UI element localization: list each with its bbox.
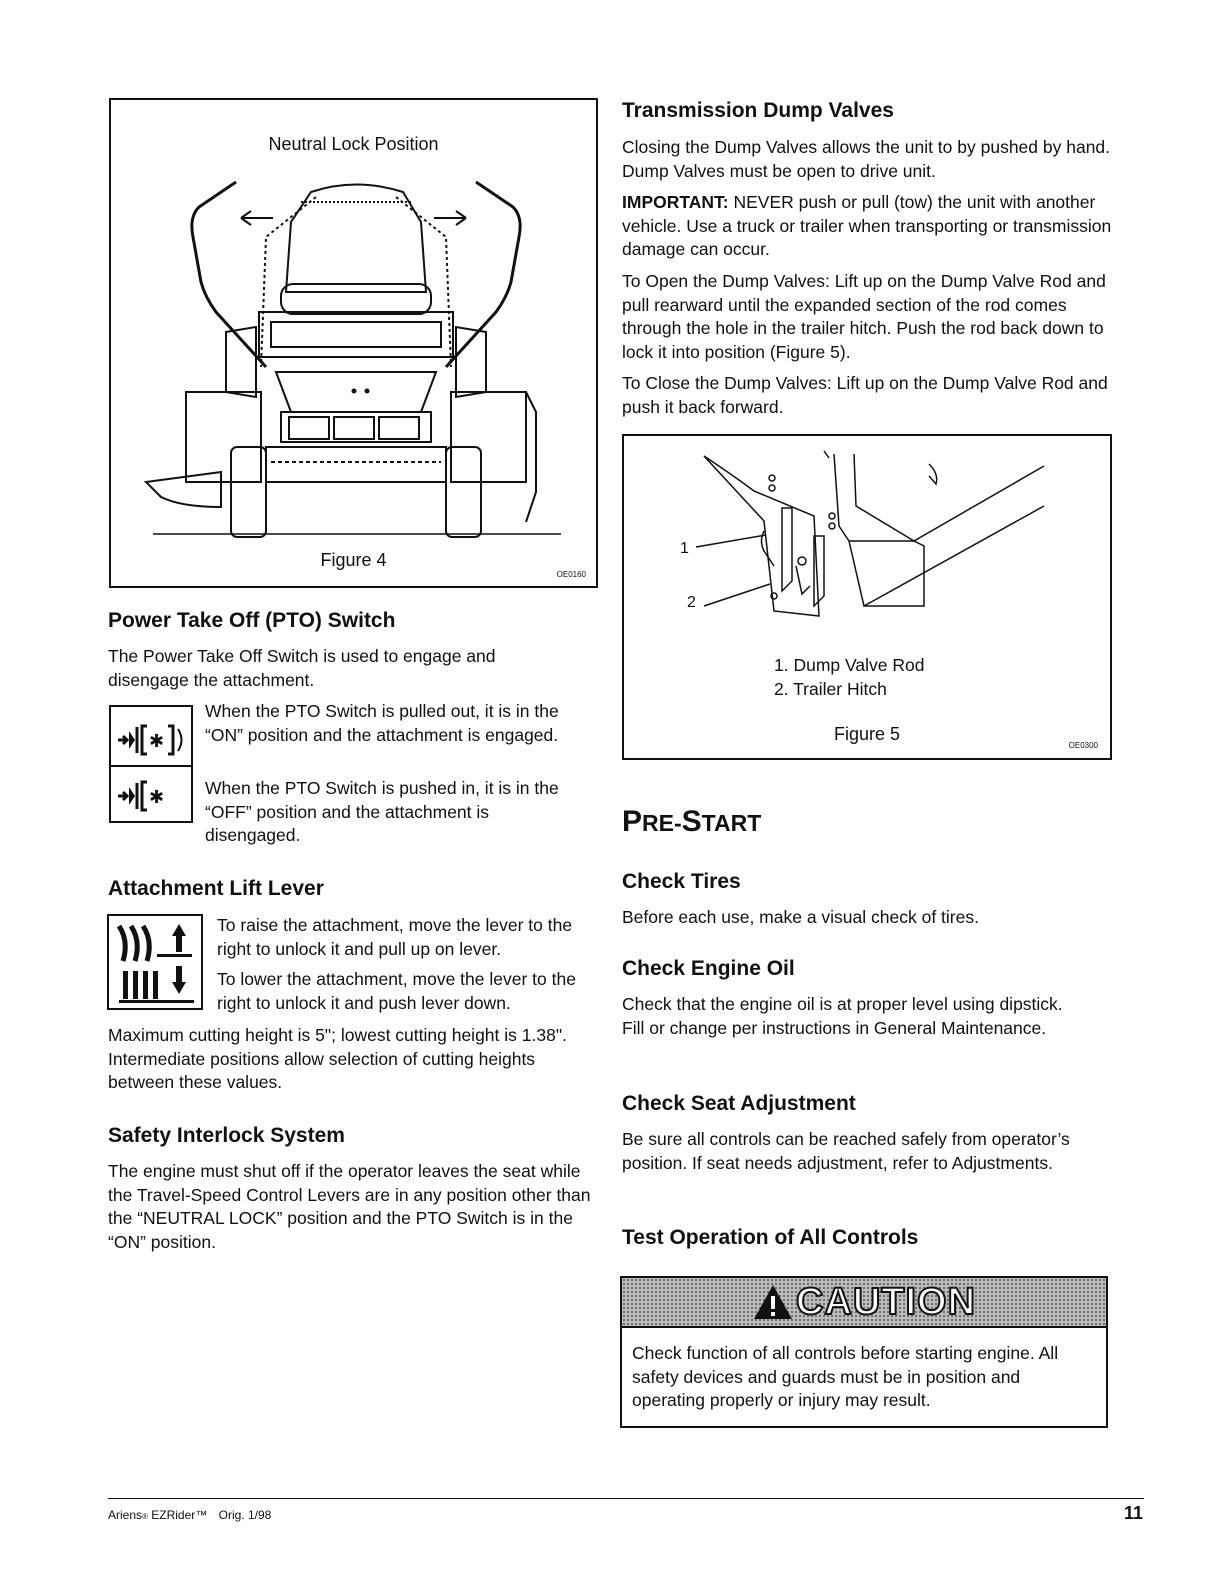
figure-5-legend-1: 1. Dump Valve Rod (774, 655, 925, 675)
lift-lever-icon (107, 914, 203, 1010)
seat-text: Be sure all controls can be reached safely from operator’s position. If seat needs adjustment, refer to Adjustments. (622, 1129, 1070, 1173)
pto-on-text: When the PTO Switch is pulled out, it is in the “ON” position and the attachment is engaged. (205, 701, 559, 745)
warning-triangle-icon (752, 1283, 794, 1321)
prestart-initial-1: P (622, 805, 643, 838)
important-label: IMPORTANT: (622, 192, 729, 212)
lift-lower-text: To lower the attachment, move the lever to the right to unlock it and push lever down. (217, 969, 576, 1013)
figure-5 (622, 434, 1112, 760)
figure-4-code: OE0160 (556, 570, 586, 579)
figure-4 (109, 98, 598, 588)
svg-text:✱: ✱ (149, 731, 165, 752)
important-text: NEVER push or pull (tow) the unit with another vehicle. Use a truck or trailer when transporting or transmission damage can occur. (622, 192, 1112, 259)
pto-intro: The Power Take Off Switch is used to engage and disengage the attachment. (108, 646, 496, 690)
footer-orig: Orig. 1/98 (218, 1508, 272, 1522)
figure-5-caption: Figure 5 (833, 724, 901, 744)
figure-5-code: OE0300 (1068, 741, 1098, 750)
figure-4-caption: Figure 4 (320, 550, 387, 570)
callout-2-leader (702, 576, 782, 616)
interlock-heading: Safety Interlock System (108, 1124, 345, 1147)
footer-brand: Ariens (108, 1508, 143, 1522)
oil-text: Check that the engine oil is at proper level using dipstick. Fill or change per instructions in General Maintenance. (622, 994, 1063, 1038)
dump-close-text: To Close the Dump Valves: Lift up on the Dump Valve Rod and push it back forward. (622, 373, 1108, 417)
prestart-rest-1: RE- (642, 810, 682, 836)
controls-heading: Test Operation of All Controls (622, 1226, 919, 1249)
pto-heading: Power Take Off (PTO) Switch (108, 609, 396, 632)
callout-1-leader (694, 531, 774, 561)
lift-heading: Attachment Lift Lever (108, 877, 324, 900)
figure-4-heading: Neutral Lock Position (268, 134, 439, 154)
pto-off-text: When the PTO Switch is pushed in, it is in the “OFF” position and the attachment is disengaged. (205, 778, 559, 845)
footer-product: EZRider™ (151, 1508, 208, 1522)
pto-icon-panel (109, 705, 193, 823)
oil-heading: Check Engine Oil (622, 957, 795, 980)
page-number: 11 (1123, 1503, 1143, 1523)
caution-banner (622, 1278, 1106, 1328)
callout-2: 2 (687, 594, 696, 611)
caution-box (620, 1276, 1108, 1428)
caution-text: Check function of all controls before starting engine. All safety devices and guards must be in position and operating properly or injury may result. (632, 1343, 1059, 1410)
prestart-rest-2: TART (701, 810, 762, 836)
prestart-initial-2: S (681, 805, 702, 838)
lift-raise-text: To raise the attachment, move the lever to the right to unlock it and pull up on lever. (217, 915, 573, 959)
dump-open-text: To Open the Dump Valves: Lift up on the Dump Valve Rod and pull rearward until the expanded section of the rod comes through the hole in the trailer hitch. Push the rod back down to lock it into position (Figure 5). (622, 271, 1106, 362)
tires-text: Before each use, make a visual check of tires. (622, 907, 979, 927)
interlock-text: The engine must shut off if the operator leaves the seat while the Travel-Speed Control Levers are in any position other than the “NEUTRAL LOCK” position and the PTO Switch is in the “ON” position. (108, 1161, 591, 1252)
mower-rear-illustration (141, 162, 571, 552)
caution-label: CAUTION (795, 1280, 977, 1323)
lift-height-text: Maximum cutting height is 5"; lowest cutting height is 1.38". Intermediate positions allow selection of cutting heights between these values. (108, 1025, 567, 1092)
footer-left: Ariens® EZRider™ Orig. 1/98 (108, 1508, 272, 1522)
dump-heading: Transmission Dump Valves (622, 99, 894, 122)
seat-heading: Check Seat Adjustment (622, 1092, 856, 1115)
callout-1: 1 (680, 540, 689, 557)
svg-text:✱: ✱ (149, 787, 165, 808)
pto-off-icon (115, 777, 187, 815)
pto-on-icon (115, 721, 187, 759)
dump-important (622, 191, 1117, 262)
figure-5-legend-2: 2. Trailer Hitch (774, 679, 887, 699)
prestart-title (622, 805, 761, 839)
tires-heading: Check Tires (622, 870, 741, 893)
footer-rule (108, 1498, 1144, 1499)
dump-p1: Closing the Dump Valves allows the unit to by pushed by hand. Dump Valves must be open to drive unit. (622, 137, 1111, 181)
